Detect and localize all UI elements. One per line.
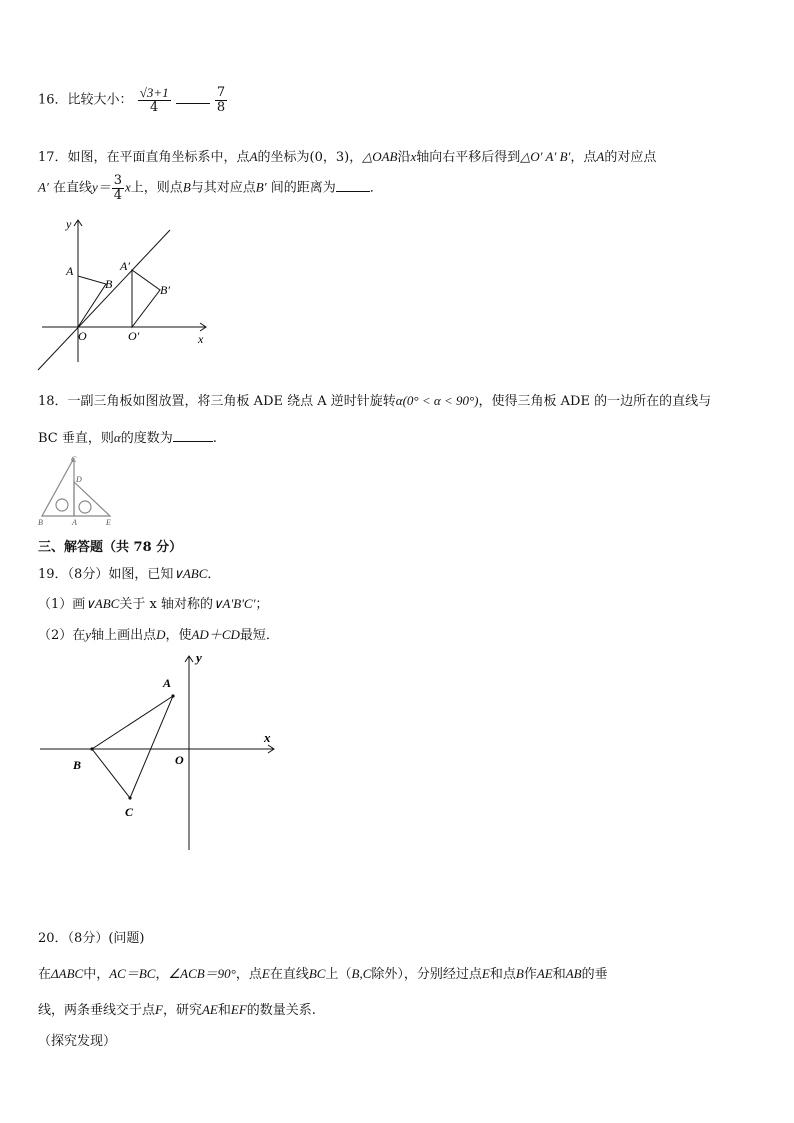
q19-fig-x: x <box>264 730 271 745</box>
section-3-heading: 三、解答题（共 78 分） <box>38 540 183 555</box>
q20-text: ， <box>155 967 169 982</box>
q17-figure <box>34 212 214 372</box>
q17-line-eq: y＝ <box>91 179 111 195</box>
q17-text: 沿 <box>397 150 411 165</box>
q19-text: （8分）如图，已知 <box>67 567 174 582</box>
q19-point-b-dot <box>90 747 93 750</box>
q20-text: 中， <box>83 967 110 982</box>
q17-text: 轴向右平移后得到 <box>416 150 521 165</box>
q17-text: 上，则点 <box>130 180 183 196</box>
q17-text: 间的距离为 <box>270 180 336 196</box>
q20-text: 的垂 <box>581 967 608 982</box>
q16-number: 16． <box>38 92 68 108</box>
q17-slope-fraction <box>112 174 124 202</box>
q18-text: 一副三角板如图放置，将三角板 ADE 绕点 A 逆时针旋转 <box>67 394 396 409</box>
q18-fig-b: B <box>38 518 43 527</box>
q20-text: 和 <box>552 967 566 982</box>
q19-line1 <box>38 563 220 582</box>
q16-left-numerator: √3+1 <box>139 85 169 100</box>
q16-left-denominator: 4 <box>150 99 159 115</box>
q20-ae: AE <box>201 1002 218 1017</box>
q17-text: ． <box>369 180 383 196</box>
q17-text: 在直线 <box>52 180 92 196</box>
q17-fig-a: A <box>66 264 74 278</box>
q20-text: （8分）(问题) <box>67 931 145 946</box>
q20-text: 除外），分别经过点 <box>371 967 482 982</box>
q17-point-b-prime: B′ <box>255 179 267 195</box>
q18-number: 18． <box>38 394 68 409</box>
q19-point-a-dot <box>171 694 174 697</box>
q20-triangle: ΔABC <box>51 966 84 981</box>
q20-text: 线，两条垂线交于点 <box>38 1003 156 1018</box>
q20-text: 的数量关系. <box>246 1003 316 1018</box>
q20-ae: AE <box>536 966 553 981</box>
q17-fig-b-prime: B′ <box>160 283 170 297</box>
q19-text: （2）在 <box>38 628 86 643</box>
q19-expr: AD＋CD <box>191 627 240 642</box>
q17-triangle-oab <box>78 276 106 327</box>
q19-triangle: ∨ABC <box>173 566 208 581</box>
q19-point-d: D <box>156 627 166 642</box>
q18-answer-blank[interactable] <box>173 441 213 442</box>
q17-fig-x: x <box>198 332 204 346</box>
q20-text: 在直线 <box>269 967 309 982</box>
q17-text: 如图，在平面直角坐标系中，点 <box>67 150 250 165</box>
q20-line4: （探究发现） <box>38 1034 117 1049</box>
q19-fig-c: C <box>125 805 134 819</box>
q17-answer-blank[interactable] <box>336 191 370 192</box>
q16-answer-blank[interactable] <box>176 103 210 104</box>
q16-prompt: 比较大小： <box>67 92 133 108</box>
q16-right-fraction <box>215 86 227 114</box>
q19-fig-y: y <box>196 650 202 665</box>
q17-line <box>38 230 170 370</box>
q17-fig-b: B <box>105 277 113 291</box>
q17-fig-o: O <box>78 329 87 343</box>
q19-text: ； <box>255 597 269 612</box>
q20-bc: BC <box>308 966 326 981</box>
q19-text: ． <box>207 567 221 582</box>
q18-triangle-abc <box>42 458 74 516</box>
q19-text: 关于 x 轴对称的 <box>119 597 213 612</box>
q17-triangle-prime-shape <box>132 270 160 327</box>
q17-number: 17． <box>38 150 68 165</box>
q17-triangle: △OAB <box>362 149 398 164</box>
q17-fig-y: y <box>66 217 72 231</box>
q20-ab: AB <box>565 966 582 981</box>
q17-fig-a-prime: A′ <box>120 259 130 273</box>
q19-triangle-prime: ∨A'B'C' <box>212 596 256 611</box>
q19-fig-b: B <box>73 758 82 772</box>
q17-point-a: A <box>596 149 605 164</box>
q18-triangle-ade <box>74 482 110 516</box>
q19-part2 <box>38 624 279 643</box>
q16-right-denominator: 8 <box>216 99 226 115</box>
q17-fig-o-prime: O′ <box>128 329 140 343</box>
q20-eq2: ∠ACB＝90° <box>168 966 236 981</box>
q17-point-a: A <box>249 149 258 164</box>
q20-ef: EF <box>230 1002 247 1017</box>
q18-line1 <box>38 390 711 409</box>
q20-text: ，点 <box>235 967 262 982</box>
q17-text: ，点 <box>570 150 597 165</box>
q20-line3 <box>38 999 316 1018</box>
q19-text: （1）画 <box>38 597 86 612</box>
q17-x: x <box>125 179 131 195</box>
q20-point-f: F <box>155 1002 163 1017</box>
q19-text: 轴上画出点 <box>91 628 157 643</box>
q20-text: ，研究 <box>162 1003 202 1018</box>
q19-text: 最短． <box>239 628 279 643</box>
q18-fig-e: E <box>106 518 111 527</box>
q19-fig-a: A <box>163 676 172 690</box>
q19-number: 19． <box>38 567 68 582</box>
q17-line1 <box>38 146 656 165</box>
q20-point-e: E <box>481 966 490 981</box>
q16-left-fraction <box>138 86 171 114</box>
q19-triangle: ∨ABC <box>85 596 120 611</box>
q18-fig-c: C <box>71 455 77 464</box>
q20-bc2: B,C <box>351 966 372 981</box>
q18-fig-a: A <box>72 518 77 527</box>
q17-text: 的坐标为(0，3)， <box>257 150 363 165</box>
q19-text: ，使 <box>165 628 192 643</box>
q20-text: 在 <box>38 967 52 982</box>
q20-line1 <box>38 927 144 946</box>
q19-fig-o: O <box>175 753 184 767</box>
q20-point-e: E <box>261 966 270 981</box>
q18-text: . <box>212 431 217 446</box>
q18-fig-d: D <box>76 475 82 484</box>
q18-hole-right <box>79 501 91 513</box>
q18-text: ，使得三角板 ADE 的一边所在的直线与 <box>478 394 712 409</box>
q17-text: 的对应点 <box>604 150 657 165</box>
q17-triangle-prime: △O′ A′ B′ <box>520 149 571 164</box>
q18-figure <box>36 452 120 528</box>
q19-point-c-dot <box>128 796 131 799</box>
q18-alpha-range: α(0° < α < 90°) <box>395 393 479 408</box>
q17-point-a-prime: A′ <box>38 179 49 195</box>
q17-slope-num: 3 <box>113 173 123 188</box>
q17-slope-den: 4 <box>113 187 123 203</box>
q18-line2 <box>38 427 217 446</box>
q16-right-numerator: 7 <box>216 85 226 100</box>
q18-text: 的度数为 <box>120 431 173 446</box>
q20-point-b: B <box>515 966 524 981</box>
q17-line2 <box>38 174 383 202</box>
q19-figure <box>38 650 283 855</box>
q19-triangle-abc <box>92 696 173 798</box>
q20-line2 <box>38 963 608 982</box>
q17-text: 与其对应点 <box>190 180 256 196</box>
q20-eq1: AC＝BC <box>109 966 156 981</box>
q18-text: BC 垂直，则 <box>38 431 114 446</box>
q20-number: 20． <box>38 931 68 946</box>
q17-point-b: B <box>182 179 191 195</box>
q20-text: 作 <box>523 967 537 982</box>
q17-x: x <box>410 149 417 164</box>
q20-text: 和点 <box>489 967 516 982</box>
q18-hole-left <box>56 499 68 511</box>
q16 <box>38 86 228 114</box>
q20-text: 上（ <box>325 967 352 982</box>
q19-part1 <box>38 593 268 612</box>
q20-text: 和 <box>217 1003 231 1018</box>
q18-alpha: α <box>113 430 121 445</box>
q19-y: y <box>85 627 92 642</box>
